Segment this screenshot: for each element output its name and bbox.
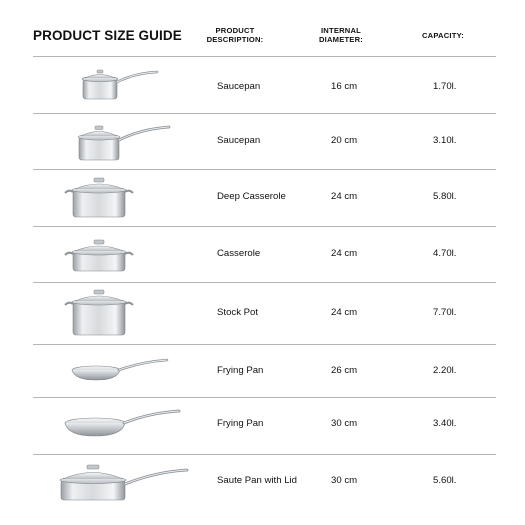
capacity: 3.10l. <box>433 135 457 146</box>
column-header-capacity: CAPACITY: <box>421 31 464 40</box>
column-header-description-line2: DESCRIPTION: <box>206 35 264 44</box>
saucepan-icon <box>73 121 173 165</box>
saucepan-icon <box>73 67 163 103</box>
internal-diameter: 24 cm <box>331 191 358 202</box>
internal-diameter: 16 cm <box>331 81 358 92</box>
product-description: Casserole <box>217 248 261 259</box>
product-description: Saute Pan with Lid <box>217 475 298 486</box>
product-description: Stock Pot <box>217 307 259 318</box>
column-header-diameter-line1: INTERNAL <box>321 26 361 35</box>
internal-diameter: 20 cm <box>331 135 358 146</box>
internal-diameter: 26 cm <box>331 365 358 376</box>
row-divider <box>33 226 496 227</box>
row-divider <box>33 454 496 455</box>
page-title: PRODUCT SIZE GUIDE <box>33 28 182 43</box>
column-header-description-line1: PRODUCT <box>215 26 255 35</box>
table-row <box>33 169 496 226</box>
row-divider <box>33 344 496 345</box>
row-divider <box>33 113 496 114</box>
table-row <box>33 344 496 397</box>
casserole-icon <box>63 235 135 275</box>
frying-pan-icon <box>63 409 183 441</box>
row-divider <box>33 397 496 398</box>
column-header-description <box>200 26 270 44</box>
row-divider <box>33 56 496 57</box>
column-header-diameter-line2: DIAMETER: <box>319 35 363 44</box>
capacity: 5.80l. <box>433 191 457 202</box>
table-row <box>33 397 496 454</box>
internal-diameter: 24 cm <box>331 248 358 259</box>
capacity: 5.60l. <box>433 475 457 486</box>
internal-diameter: 30 cm <box>331 418 358 429</box>
column-header-diameter <box>308 26 374 44</box>
product-description: Saucepan <box>217 135 261 146</box>
product-description: Saucepan <box>217 81 261 92</box>
capacity: 7.70l. <box>433 307 457 318</box>
internal-diameter: 30 cm <box>331 475 358 486</box>
capacity: 3.40l. <box>433 418 457 429</box>
row-divider <box>33 282 496 283</box>
table-row <box>33 282 496 344</box>
row-divider <box>33 169 496 170</box>
internal-diameter: 24 cm <box>331 307 358 318</box>
saute-pan-icon <box>55 460 190 506</box>
table-header <box>0 0 525 56</box>
product-description: Deep Casserole <box>217 191 286 202</box>
table-row <box>33 113 496 169</box>
table-row <box>33 56 496 113</box>
table-row <box>33 226 496 282</box>
capacity: 1.70l. <box>433 81 457 92</box>
product-description: Frying Pan <box>217 418 264 429</box>
capacity: 4.70l. <box>433 248 457 259</box>
stock-pot-icon <box>63 287 135 339</box>
deep-casserole-icon <box>63 175 135 221</box>
frying-pan-icon <box>71 358 171 384</box>
table-row <box>33 454 496 520</box>
product-description: Frying Pan <box>217 365 264 376</box>
capacity: 2.20l. <box>433 365 457 376</box>
